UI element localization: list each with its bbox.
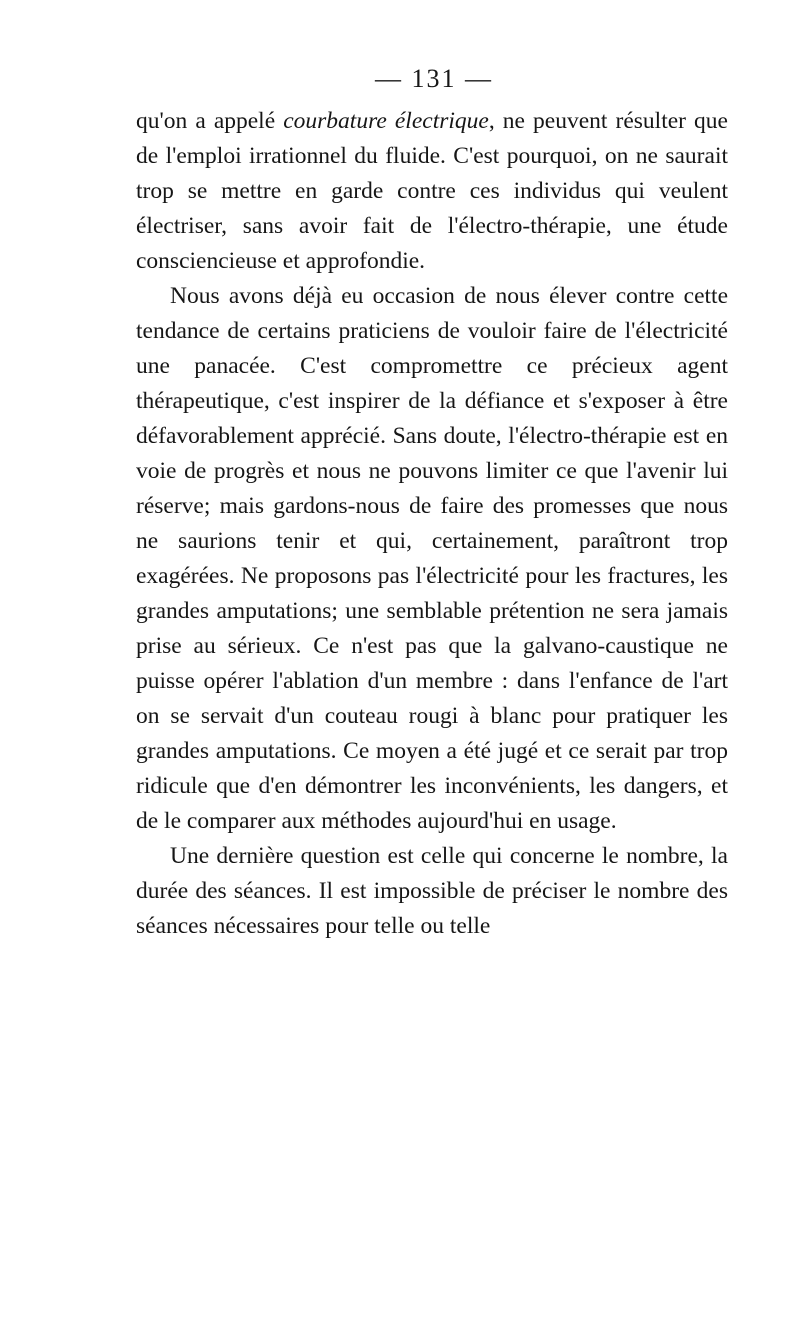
paragraph-1-text-after: , ne peuvent résulter que de l'emploi irrationnel du fluide. C'est pourquoi, on ne saurait trop se mettre en garde contre ces individus qui veulent électriser, sans avoir fait de l'électro-thérapie, une étude consciencieuse et approfondie. [136,108,728,274]
paragraph-3 [136,839,728,944]
paragraph-1-italic-term: courbature électrique [283,108,489,134]
page-number: — 131 — [375,64,493,93]
paragraph-3-text: Une dernière question est celle qui concerne le nombre, la durée des séances. Il est impossible de préciser le nombre des séances nécessaires pour telle ou telle [136,843,728,939]
paragraph-1 [136,104,728,279]
paragraph-2 [136,279,728,839]
paragraph-1-text-before: qu'on a appelé [136,108,284,134]
paragraph-2-text: Nous avons déjà eu occasion de nous élever contre cette tendance de certains praticiens de vouloir faire de l'électricité une panacée. C'est compromettre ce précieux agent thérapeutique, c'est inspirer de la défiance et s'exposer à être défavorablement apprécié. Sans doute, l'électro-thérapie est en voie de progrès et nous ne pouvons limiter ce que l'avenir lui réserve; mais gardons-nous de faire des promesses que nous ne saurions tenir et qui, certainement, paraîtront trop exagérées. Ne proposons pas l'électricité pour les fractures, les grandes amputations; une semblable prétention ne sera jamais prise au sérieux. Ce n'est pas que la galvano-caustique ne puisse opérer l'ablation d'un membre : dans l'enfance de l'art on se servait d'un couteau rougi à blanc pour pratiquer les grandes amputations. Ce moyen a été jugé et ce serait par trop ridicule que d'en démontrer les inconvénients, les dangers, et de le comparer aux méthodes aujourd'hui en usage. [136,283,728,834]
